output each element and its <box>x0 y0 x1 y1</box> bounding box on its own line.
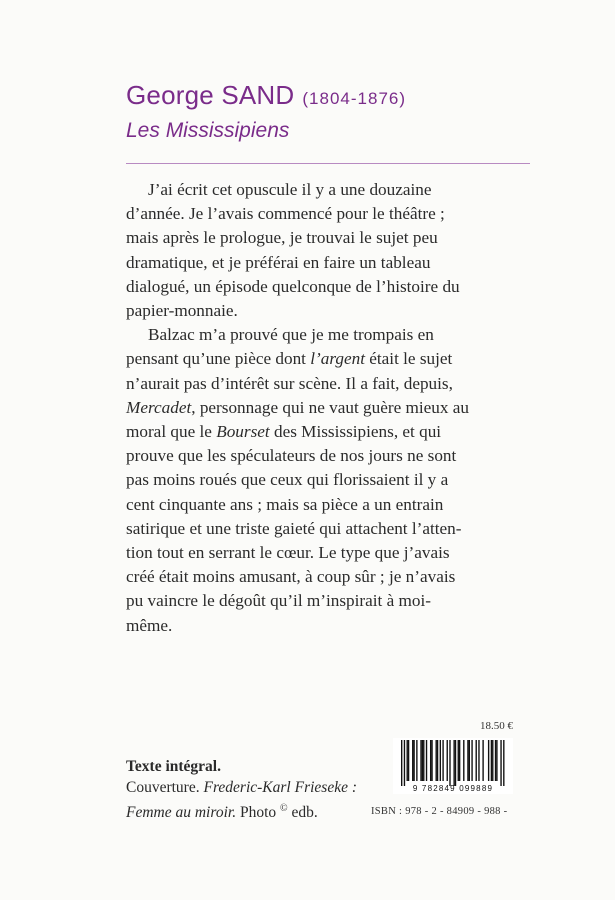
text-line <box>126 251 514 275</box>
text-line <box>126 517 514 541</box>
text-run: mais après le prologue, je trouvai le sujet peu <box>126 228 438 248</box>
text-run: créé était moins amusant, à coup sûr ; je n’avais <box>126 567 456 587</box>
barcode-bar <box>455 740 456 786</box>
cover-work-line <box>126 798 366 823</box>
paragraph <box>126 323 514 638</box>
barcode-bar <box>449 740 450 786</box>
text-line <box>126 468 514 492</box>
text-run: pensant qu’une pièce dont <box>126 349 311 369</box>
barcode-bar <box>407 740 408 781</box>
text-run: J’ai écrit cet opuscule il y a une douzaine <box>148 180 432 199</box>
text-line <box>126 589 514 613</box>
barcode-bar <box>478 740 479 781</box>
book-title: Les Mississipiens <box>126 119 290 142</box>
barcode-bar <box>437 740 438 781</box>
paragraph <box>126 178 514 323</box>
text-run: Balzac m’a prouvé que je me trompais en <box>148 325 434 345</box>
text-line <box>126 493 514 517</box>
barcode-bar <box>500 740 501 786</box>
price-label: 18.50 € <box>480 720 513 732</box>
text-line <box>126 420 514 444</box>
barcode-bar <box>467 740 468 781</box>
barcode-bar <box>482 740 483 781</box>
text-run: pas moins roués que ceux qui florissaient il y a <box>126 470 449 490</box>
text-run: dramatique, et je préférai en faire un tableau <box>126 252 431 272</box>
barcode-bar <box>436 740 437 781</box>
edition-info <box>126 756 366 823</box>
text-run: d’année. Je l’avais commencé pour le théâtre ; <box>126 204 445 224</box>
cover-artist: Frederic-Karl Frieseke : <box>203 779 357 796</box>
barcode-bar <box>412 740 413 781</box>
barcode-bar <box>458 740 459 781</box>
title-divider <box>126 163 530 164</box>
text-run: même. <box>126 615 173 635</box>
copyright-symbol: © <box>280 803 288 814</box>
barcode-bar <box>426 740 427 781</box>
text-line <box>126 565 514 589</box>
text-run: tion tout en serrant le cœur. Le type que j’avais <box>126 543 450 563</box>
blurb-text <box>126 178 514 638</box>
text-run: des Mississipiens, et qui <box>269 422 442 442</box>
text-line <box>126 202 514 226</box>
barcode <box>393 738 513 794</box>
italic-text: Bourset <box>216 422 270 442</box>
text-run: satirique et une triste gaieté qui attachent l’atten- <box>126 518 462 538</box>
barcode-bar <box>459 740 460 781</box>
text-run: papier-monnaie. <box>126 301 238 321</box>
text-line <box>126 226 514 250</box>
text-line <box>126 614 514 638</box>
barcode-bar <box>496 740 497 781</box>
text-run: cent cinquante ans ; mais sa pièce a un entrain <box>126 494 444 514</box>
barcode-bar <box>401 740 402 786</box>
barcode-bar <box>413 740 414 781</box>
text-run: pu vaincre le dégoût qu’il m’inspirait à moi- <box>126 591 431 611</box>
text-line <box>126 444 514 468</box>
barcode-bar <box>463 740 464 781</box>
isbn-label: ISBN : 978 - 2 - 84909 - 988 - <box>371 806 508 817</box>
text-line <box>126 323 514 347</box>
text-line <box>126 178 514 202</box>
author-years: (1804-1876) <box>302 89 407 108</box>
text-run: , personnage qui ne vaut guère mieux au <box>191 397 469 417</box>
edition-label: Texte intégral. <box>126 758 221 775</box>
author-line <box>126 80 530 111</box>
text-line <box>126 275 514 299</box>
text-run: moral que le <box>126 422 217 442</box>
barcode-bar <box>416 740 417 781</box>
text-line <box>126 299 514 323</box>
text-run: dialogué, un épisode quelconque de l’histoire du <box>126 276 460 296</box>
barcode-bar <box>420 740 421 781</box>
header <box>126 80 530 143</box>
text-line <box>126 541 514 565</box>
cover-label: Couverture. <box>126 779 200 796</box>
cover-work: Femme au miroir. <box>126 804 237 822</box>
text-run: était le sujet <box>364 349 453 369</box>
barcode-bar <box>408 740 409 781</box>
barcode-bar <box>492 740 493 781</box>
barcode-bar <box>440 740 441 781</box>
barcode-bar <box>422 740 423 781</box>
italic-text: l’argent <box>310 349 365 369</box>
barcode-bar <box>469 740 470 781</box>
barcode-bar <box>476 740 477 781</box>
barcode-bar <box>404 740 405 786</box>
barcode-bar <box>503 740 504 786</box>
publisher-label: edb. <box>291 804 318 822</box>
text-run: n’aurait pas d’intérêt sur scène. Il a fait, depuis, <box>126 373 453 393</box>
author-name: George SAND <box>126 80 295 110</box>
text-run: prouve que les spéculateurs de nos jours ne sont <box>126 446 457 466</box>
barcode-bar <box>430 740 431 781</box>
barcode-bar <box>447 740 448 781</box>
barcode-digits: 9 782849 099889 <box>412 784 494 793</box>
text-line <box>126 347 514 371</box>
barcode-bar <box>442 740 443 781</box>
barcode-bar <box>431 740 432 781</box>
italic-text: Mercadet <box>126 397 192 417</box>
barcode-bar <box>495 740 496 781</box>
cover-credit-line <box>126 777 366 798</box>
barcode-bar <box>488 740 489 781</box>
text-line <box>126 396 514 420</box>
barcode-bar <box>453 740 454 786</box>
text-line <box>126 372 514 396</box>
photo-label: Photo <box>239 804 277 822</box>
barcode-bar <box>471 740 472 781</box>
barcode-bar <box>423 740 424 781</box>
barcode-bar <box>491 740 492 781</box>
